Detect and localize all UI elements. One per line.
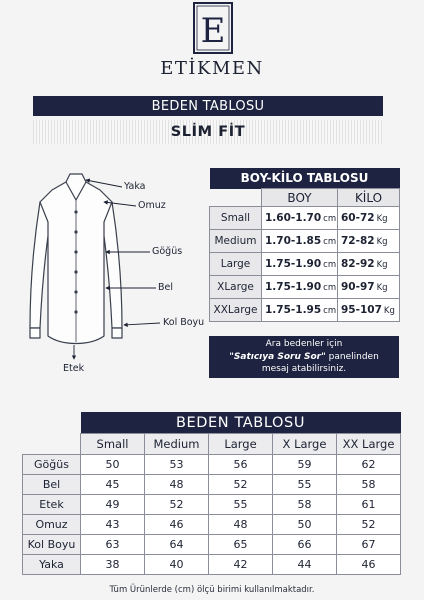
height-unit: cm — [323, 283, 337, 293]
size-column-header: XX Large — [337, 434, 401, 455]
col-kilo-header: KİLO — [338, 189, 400, 207]
weight-value: 90-97 — [341, 281, 375, 293]
weight-unit: Kg — [383, 306, 395, 316]
height-value: 1.60-1.70 — [265, 212, 322, 224]
weight-unit: Kg — [376, 260, 388, 270]
weight-value: 60-72 — [341, 212, 375, 224]
table-row — [23, 535, 401, 555]
height-value: 1.70-1.85 — [265, 235, 322, 247]
table-row — [23, 475, 401, 495]
table-row — [23, 555, 401, 575]
size-column-header: Medium — [145, 434, 209, 455]
measure-value: 45 — [81, 475, 145, 495]
weight-value: 95-107 — [341, 304, 382, 316]
measure-value: 58 — [337, 475, 401, 495]
height-range — [262, 276, 338, 299]
measure-value: 65 — [209, 535, 273, 555]
measure-value: 64 — [145, 535, 209, 555]
measure-value: 42 — [209, 555, 273, 575]
size-name: Small — [210, 207, 262, 230]
measure-value: 48 — [145, 475, 209, 495]
blank-cell — [210, 189, 262, 207]
label-yaka: Yaka — [124, 181, 146, 192]
label-kol-boyu: Kol Boyu — [163, 317, 205, 328]
measure-value: 59 — [273, 455, 337, 475]
measure-value: 63 — [81, 535, 145, 555]
measure-value: 48 — [209, 515, 273, 535]
measure-value: 52 — [145, 495, 209, 515]
height-range — [262, 299, 338, 322]
size-chart-banner: BEDEN TABLOSU — [33, 96, 383, 116]
measure-value: 56 — [209, 455, 273, 475]
height-weight-title: BOY-KİLO TABLOSU — [210, 168, 400, 189]
height-weight-row — [210, 299, 400, 322]
measure-value: 44 — [273, 555, 337, 575]
height-value: 1.75-1.90 — [265, 281, 322, 293]
brand-name: ETİKMEN — [160, 58, 264, 79]
measure-value: 55 — [209, 495, 273, 515]
size-column-header: X Large — [273, 434, 337, 455]
measure-value: 53 — [145, 455, 209, 475]
measure-value: 49 — [81, 495, 145, 515]
size-column-header: Large — [209, 434, 273, 455]
measure-value: 40 — [145, 555, 209, 575]
measure-value: 50 — [81, 455, 145, 475]
table-row — [23, 495, 401, 515]
size-chart-table — [22, 412, 401, 575]
weight-unit: Kg — [376, 214, 388, 224]
height-weight-table — [209, 168, 400, 322]
blank-cell — [23, 412, 81, 434]
measure-value: 55 — [273, 475, 337, 495]
size-column-header: Small — [81, 434, 145, 455]
weight-range — [338, 253, 400, 276]
footer-note: Tüm Ürünlerde (cm) ölçü birimi kullanılmaktadır. — [109, 585, 315, 595]
info-line-2-rest: panelinden — [325, 351, 379, 362]
info-highlight: "Satıcıya Soru Sor" — [229, 351, 326, 362]
measure-label: Yaka — [23, 555, 81, 575]
height-weight-row — [210, 207, 400, 230]
logo-letter: E — [200, 11, 226, 51]
measure-value: 67 — [337, 535, 401, 555]
table-row — [23, 455, 401, 475]
weight-range — [338, 230, 400, 253]
fit-banner: SLİM FİT — [33, 120, 383, 144]
weight-range — [338, 276, 400, 299]
weight-value: 72-82 — [341, 235, 375, 247]
weight-unit: Kg — [376, 237, 388, 247]
height-unit: cm — [323, 214, 337, 224]
height-value: 1.75-1.90 — [265, 258, 322, 270]
info-line-3: mesaj atabilirsiniz. — [261, 364, 347, 375]
size-name: Medium — [210, 230, 262, 253]
measure-value: 46 — [145, 515, 209, 535]
measure-value: 62 — [337, 455, 401, 475]
measure-label: Omuz — [23, 515, 81, 535]
measure-label: Göğüs — [23, 455, 81, 475]
measure-label: Bel — [23, 475, 81, 495]
size-name: Large — [210, 253, 262, 276]
height-range — [262, 207, 338, 230]
measure-label: Etek — [23, 495, 81, 515]
blank-cell — [23, 434, 81, 455]
measure-label: Kol Boyu — [23, 535, 81, 555]
size-chart-title: BEDEN TABLOSU — [81, 412, 401, 434]
label-gogus: Göğüs — [152, 246, 183, 257]
measure-value: 66 — [273, 535, 337, 555]
measure-value: 52 — [209, 475, 273, 495]
measure-value: 38 — [81, 555, 145, 575]
label-bel: Bel — [158, 282, 174, 293]
shirt-diagram-icon — [0, 150, 215, 390]
size-name: XXLarge — [210, 299, 262, 322]
label-omuz: Omuz — [138, 200, 166, 211]
measure-value: 61 — [337, 495, 401, 515]
height-unit: cm — [323, 306, 337, 316]
height-range — [262, 253, 338, 276]
measure-value: 50 — [273, 515, 337, 535]
height-value: 1.75-1.95 — [265, 304, 322, 316]
weight-range — [338, 207, 400, 230]
label-etek: Etek — [63, 363, 85, 374]
height-weight-row — [210, 276, 400, 299]
weight-value: 82-92 — [341, 258, 375, 270]
table-row — [23, 515, 401, 535]
weight-range — [338, 299, 400, 322]
height-unit: cm — [323, 237, 337, 247]
height-weight-row — [210, 253, 400, 276]
info-box — [209, 336, 399, 378]
info-line-2 — [229, 351, 379, 364]
info-line-1: Ara bedenler için — [265, 339, 343, 350]
height-range — [262, 230, 338, 253]
size-name: XLarge — [210, 276, 262, 299]
height-weight-row — [210, 230, 400, 253]
col-boy-header: BOY — [262, 189, 338, 207]
measure-value: 58 — [273, 495, 337, 515]
measure-value: 52 — [337, 515, 401, 535]
weight-unit: Kg — [376, 283, 388, 293]
brand-logo-icon — [193, 2, 233, 54]
measure-value: 46 — [337, 555, 401, 575]
height-unit: cm — [323, 260, 337, 270]
measure-value: 43 — [81, 515, 145, 535]
